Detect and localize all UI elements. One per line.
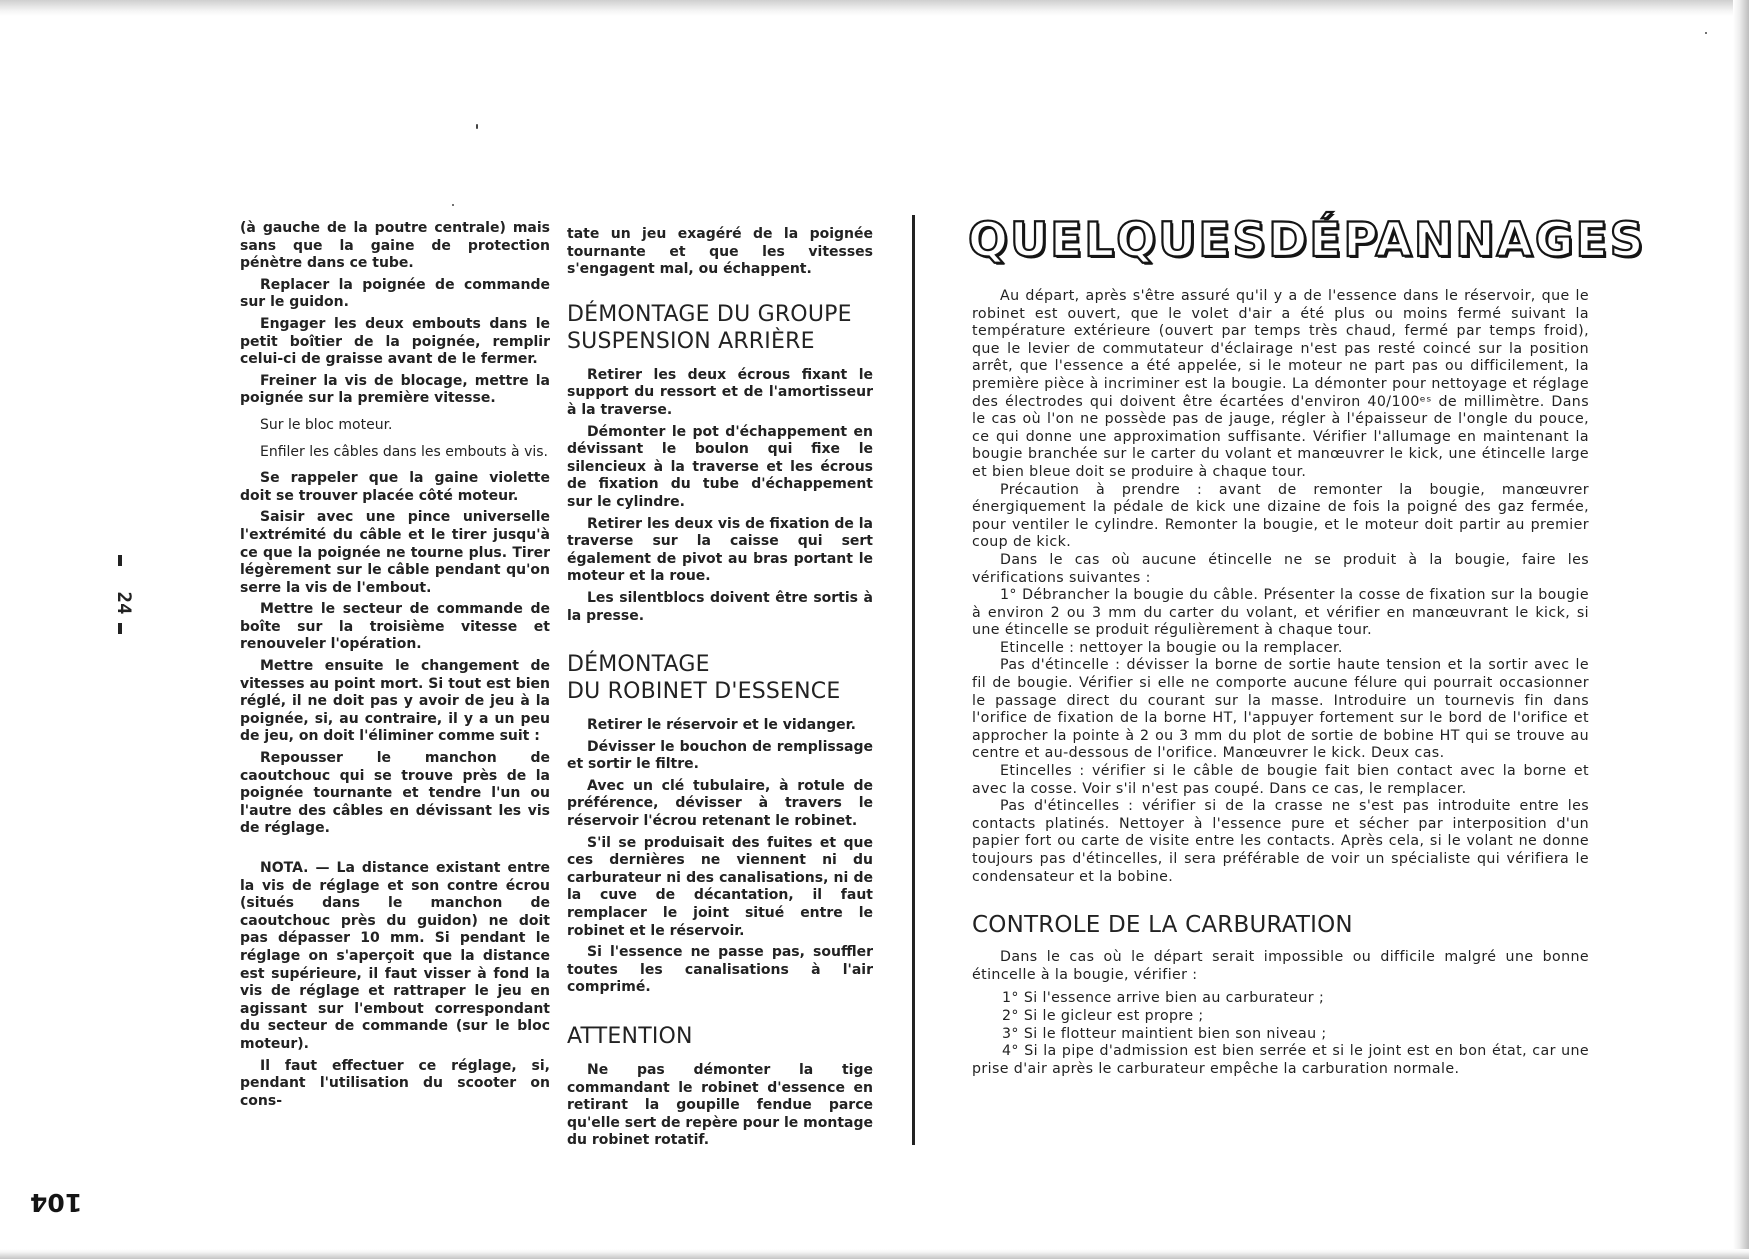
scan-edge-right xyxy=(1733,0,1749,1259)
paragraph: Mettre ensuite le changement de vitesses au point mort. Si tout est bien réglé, il ne doit pas y avoir de jeu à la poignée, si, au contraire, il y a un peu de jeu, on doit l'éliminer comme suit : xyxy=(240,658,550,745)
list-item: 4° Si la pipe d'admission est bien serrée et si le joint est en bon état, car une prise d'air après le carburateur empêche la carburation normale. xyxy=(972,1043,1589,1077)
paragraph: Mettre le secteur de commande de boîte sur la troisième vitesse et renouveler l'opération. xyxy=(240,601,550,653)
scan-edge-bottom xyxy=(0,1249,1749,1259)
list-item: 3° Si le flotteur maintient bien son niveau ; xyxy=(1002,1025,1327,1042)
paragraph: Retirer les deux vis de fixation de la traverse sur la caisse qui sert également de pivot au bras portant le moteur et la roue. xyxy=(567,515,873,585)
column-right xyxy=(972,288,1589,1078)
paragraph: Pas d'étincelle : dévisser la borne de sortie haute tension et la sortir avec le fil de bougie. Vérifier si elle ne comporte aucune félure qui pourrait occasionner le passage direct du courant sur la masse. Introduire un tournevis fin dans l'orifice de fixation de la borne HT, l'appuyer fortement sur le bord de l'orifice et approcher la pointe à 2 ou 3 mm du plot de sortie de bobine HT qui se trouve au centre et au-dessous de l'orifice. Manœuvrer le kick. Deux cas. xyxy=(972,657,1589,762)
paragraph: Avec un clé tubulaire, à rotule de préférence, dévisser à travers le réservoir l'écrou retenant le robinet. xyxy=(567,777,873,830)
paragraph: Il faut effectuer ce réglage, si, pendant l'utilisation du scooter on cons- xyxy=(240,1057,550,1109)
paragraph: Etincelles : vérifier si le câble de bougie fait bien contact avec la borne et avec la cosse. Voir s'il n'est pas coupé. Dans ce cas, le remplacer. xyxy=(972,763,1589,797)
side-dash xyxy=(118,623,122,634)
paragraph: Engager les deux embouts dans le petit boîtier de la poignée, remplir celui-ci de graisse avant de le fermer. xyxy=(240,315,550,368)
paragraph: Etincelle : nettoyer la bougie ou la remplacer. xyxy=(1000,639,1343,656)
paragraph: Au départ, après s'être assuré qu'il y a de l'essence dans le réservoir, que le robinet est ouvert, que le volet d'air a été plus ou moins fermé suivant la température extérieure (ouvert par temps très chaud, fermé par temps froid), que le levier de commutateur d'éclairage n'est pas resté coincé sur la position arrêt, que l'essence a été appelée, si le moteur ne part pas ou difficilement, la première pièce à incriminer est la bougie. La démonter pour nettoyage et réglage des électrodes qui doivent être écartées d'environ 40/100ᵉˢ de millimètre. Dans le cas où l'on ne possède pas de jauge, régler à l'épaisseur de l'ongle du pouce, ce qui donne une approximation suffisante. Vérifier l'allumage en maintenant la bougie branchée sur le carter du volant et manœuvrer le kick, une étincelle large et bien bleue doit se produire à chaque tour. xyxy=(972,288,1589,480)
section-heading-line: DÉMONTAGE xyxy=(567,652,710,678)
section-heading-line: DU ROBINET D'ESSENCE xyxy=(567,679,841,705)
paragraph: Pas d'étincelles : vérifier si de la crasse ne s'est pas introduite entre les contacts platinés. Nettoyer à l'essence pure et sécher par interposition d'un papier fort ou carte de visite entre les contacts. Après cela, si le volant ne donne toujours pas d'étincelles, il sera préférable de voir un spécialiste qui vérifiera le condensateur et la bobine. xyxy=(972,798,1589,885)
paragraph: Précaution à prendre : avant de remonter la bougie, manœuvrer énergiquement la pédale de kick une dizaine de fois la poigné des gaz fermée, pour ventiler le cylindre. Remonter la bougie, et le moteur doit partir au premier coup de kick. xyxy=(972,481,1589,551)
page-title xyxy=(968,212,1646,270)
paragraph: Replacer la poignée de commande sur le guidon. xyxy=(240,276,550,311)
section-heading: ATTENTION xyxy=(567,1024,693,1049)
paragraph: Dévisser le bouchon de remplissage et sortir le filtre. xyxy=(567,738,873,773)
column-middle xyxy=(567,226,873,1154)
scan-edge-top xyxy=(0,0,1749,16)
paragraph: Si l'essence ne passe pas, souffler toutes les canalisations à l'air comprimé. xyxy=(567,944,873,996)
paragraph: Se rappeler que la gaine violette doit se trouver placée côté moteur. xyxy=(240,470,550,504)
paragraph: Retirer les deux écrous fixant le support du ressort et de l'amortisseur à la traverse. xyxy=(567,366,873,418)
section-heading: DÉMONTAGE DU GROUPE SUSPENSION ARRIÈRE xyxy=(567,301,852,354)
page-number: 104 xyxy=(30,1188,83,1217)
paragraph: Enfiler les câbles dans les embouts à vis. xyxy=(260,443,548,460)
side-page-number: 24 xyxy=(113,591,135,615)
title-word: DÉPANNAGES xyxy=(1268,213,1646,268)
paragraph: Repousser le manchon de caoutchouc qui se trouve près de la poignée tournante et tendre l'un ou l'autre des câbles en dévissant les vis de réglage. xyxy=(240,750,550,837)
paragraph: Ne pas démonter la tige commandant le robinet d'essence en retirant la goupille fendue parce qu'elle sert de repère pour le montage du robinet rotatif. xyxy=(567,1062,873,1149)
side-dash xyxy=(118,555,122,566)
title-word: QUELQUES xyxy=(968,213,1269,268)
paragraph: Dans le cas où aucune étincelle ne se produit à la bougie, faire les vérifications suivantes : xyxy=(972,551,1589,586)
column-left xyxy=(240,220,550,1114)
paragraph: (à gauche de la poutre centrale) mais sans que la gaine de protection pénètre dans ce tube. xyxy=(240,220,550,272)
section-heading xyxy=(567,651,873,705)
paragraph: Retirer le réservoir et le vidanger. xyxy=(587,717,856,734)
paragraph: Les silentblocs doivent être sortis à la presse. xyxy=(567,589,873,624)
paragraph: Dans le cas où le départ serait impossible ou difficile malgré une bonne étincelle à la bougie, vérifier : xyxy=(972,949,1589,983)
paragraph: Saisir avec une pince universelle l'extrémité du câble et le tirer jusqu'à ce que la poignée ne tourne plus. Tirer légèrement sur le câble pendant qu'on serre la vis de l'embout. xyxy=(240,509,550,596)
nota-paragraph: NOTA. — La distance existant entre la vis de réglage et son contre écrou (situés dans le manchon de caoutchouc près du guidon) ne doit pas dépasser 10 mm. Si pendant le réglage on s'aperçoit que la distance est supérieure, il faut visser à fond la vis de réglage et rattraper le jeu en agissant sur l'embout correspondant du secteur de commande (sur le bloc moteur). xyxy=(240,860,550,1052)
list-item: 2° Si le gicleur est propre ; xyxy=(1002,1007,1204,1024)
paragraph: S'il se produisait des fuites et que ces dernières ne viennent ni du carburateur ni des canalisations, ni de la cuve de décantation, il faut remplacer le joint situé entre le robinet et le réservoir. xyxy=(567,834,873,939)
paragraph: tate un jeu exagéré de la poignée tournante et que les vitesses s'engagent mal, ou échappent. xyxy=(567,226,873,278)
scan-speck xyxy=(1705,32,1707,34)
paragraph: Freiner la vis de blocage, mettre la poignée sur la première vitesse. xyxy=(240,372,550,407)
paragraph: 1° Débrancher la bougie du câble. Présenter la cosse de fixation sur la bougie à environ 2 ou 3 mm du carter du volant, et vérifier en manœuvrant le kick, si une étincelle se produit régulièrement à chaque tour. xyxy=(972,587,1589,639)
paragraph: Démonter le pot d'échappement en dévissant le boulon qui fixe le silencieux à la traverse et les écrous de fixation du tube d'échappement sur le cylindre. xyxy=(567,423,873,510)
paragraph: Sur le bloc moteur. xyxy=(260,416,393,433)
column-divider xyxy=(912,215,915,1145)
scan-speck xyxy=(452,204,454,206)
scan-speck xyxy=(476,124,478,129)
section-heading: CONTROLE DE LA CARBURATION xyxy=(972,912,1353,939)
list-item: 1° Si l'essence arrive bien au carburateur ; xyxy=(1002,990,1325,1007)
